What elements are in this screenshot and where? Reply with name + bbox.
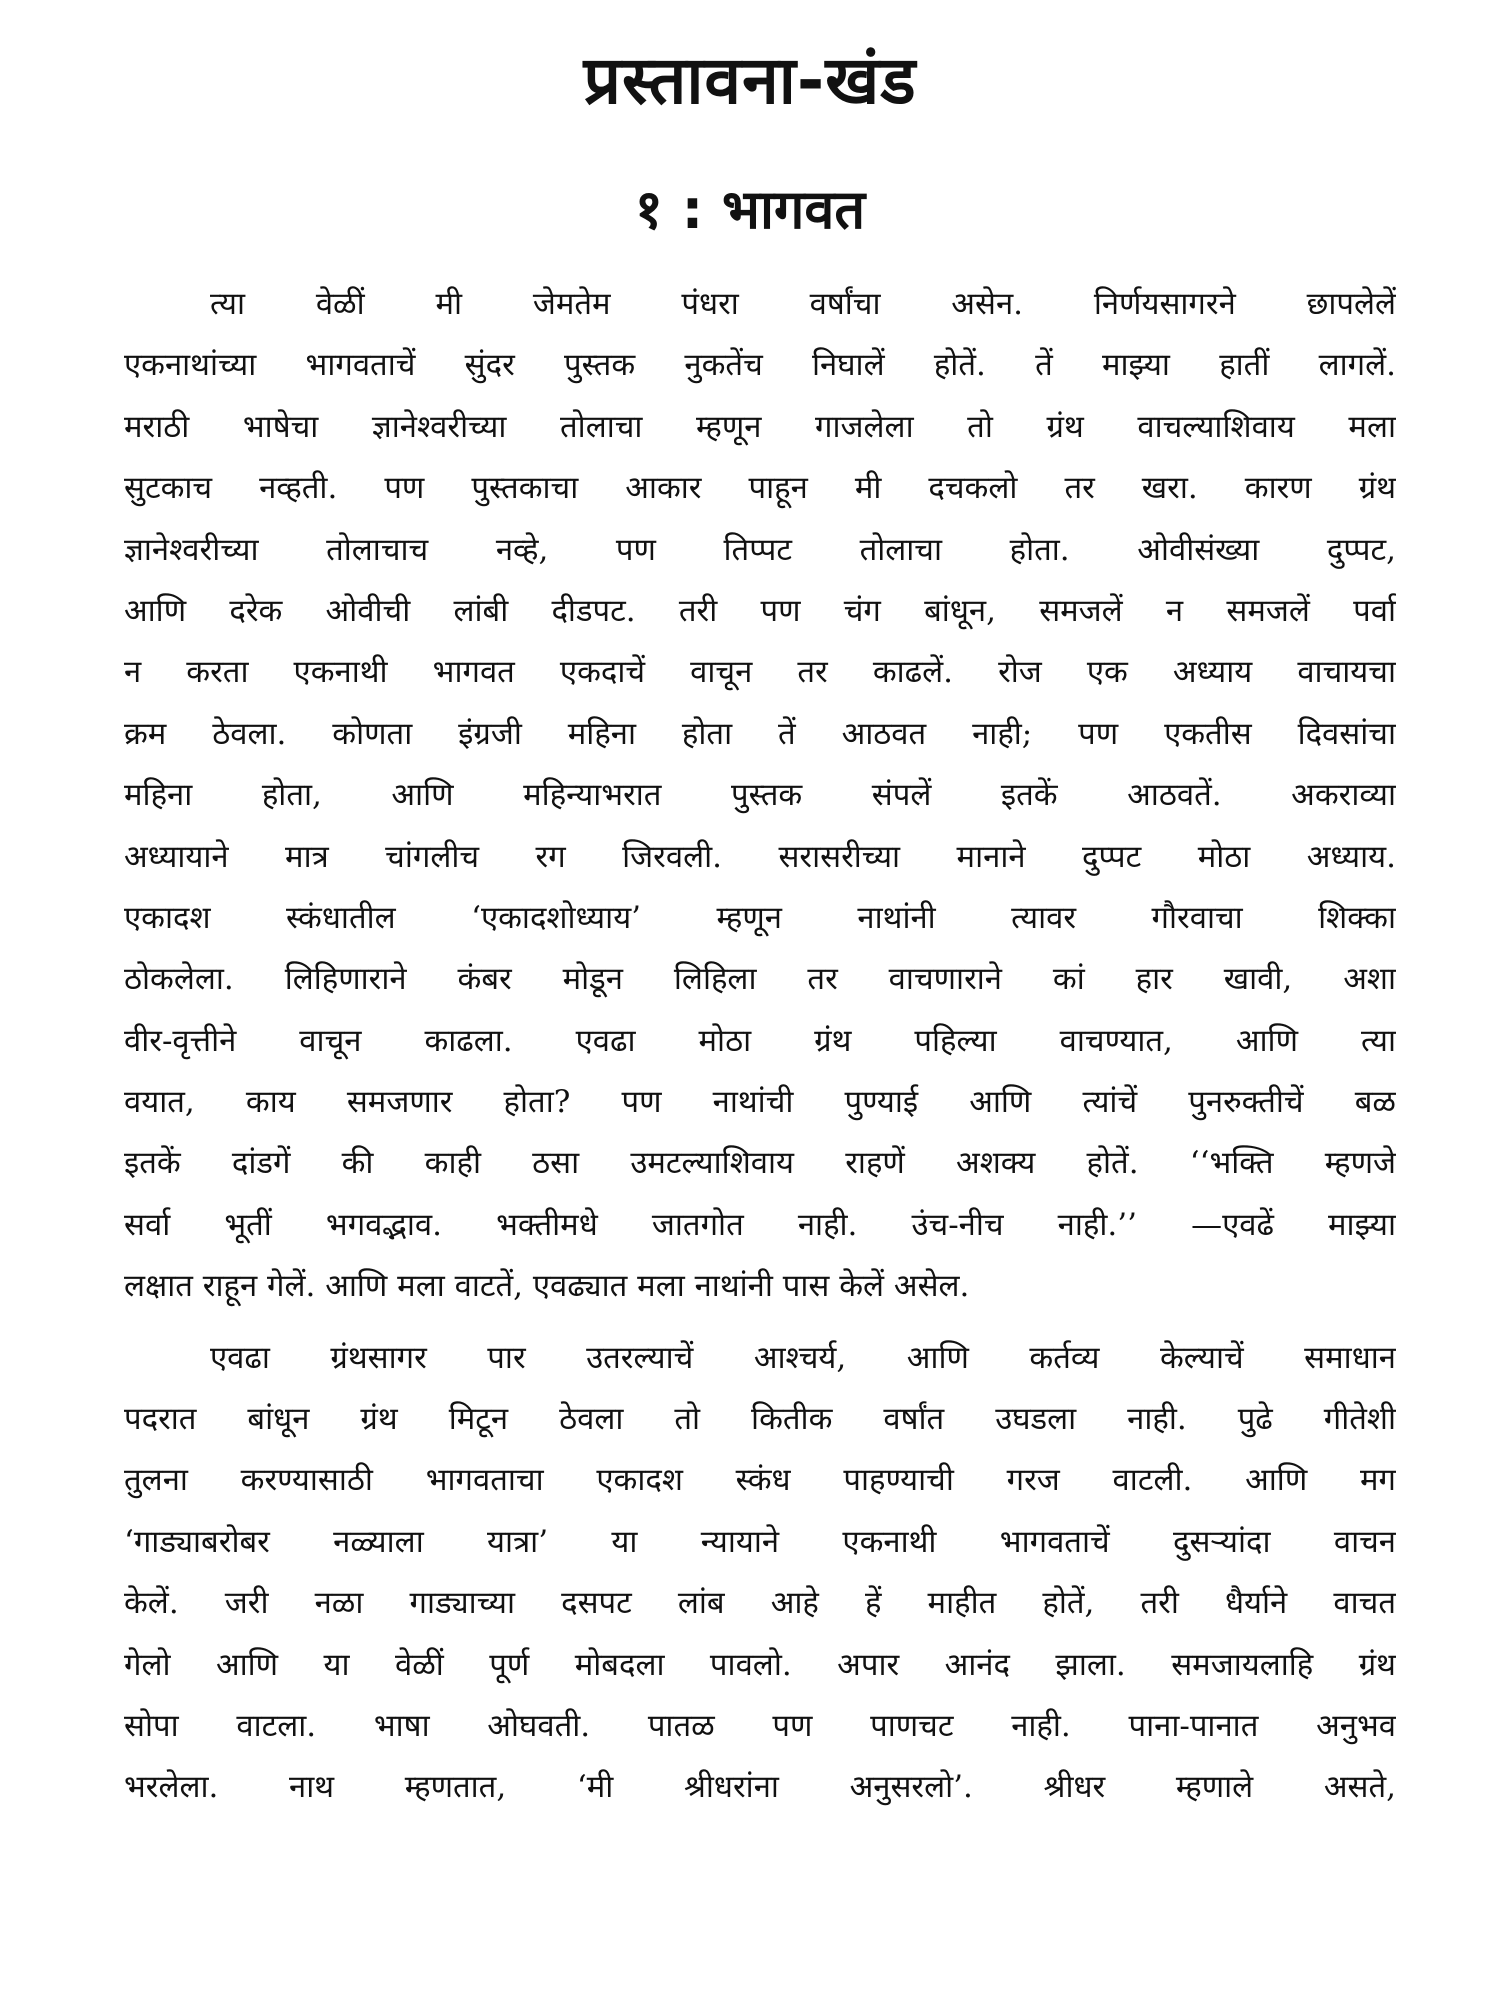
text-line: लक्षात राहून गेलें. आणि मला वाटतें, एवढ्यात मला नाथांनी पास केलें असेल. bbox=[124, 1268, 970, 1305]
text-line: महिना होता, आणि महिन्याभरात पुस्तक संपलें इतकें आठवतें. अकराव्या bbox=[124, 777, 1396, 814]
text-line: एकादश स्कंधातील ‘एकादशोध्याय’ म्हणून नाथांनी त्यावर गौरवाचा शिक्का bbox=[124, 899, 1396, 936]
text-line: क्रम ठेवला. कोणता इंग्रजी महिना होता तें आठवत नाही; पण एकतीस दिवसांचा bbox=[124, 715, 1396, 752]
text-line: तुलना करण्यासाठी भागवताचा एकादश स्कंध पाहण्याची गरज वाटली. आणि मग bbox=[124, 1462, 1396, 1499]
text-line: गेलो आणि या वेळीं पूर्ण मोबदला पावलो. अपार आनंद झाला. समजायलाहि ग्रंथ bbox=[124, 1646, 1396, 1683]
body-text bbox=[124, 274, 1396, 1819]
text-line: त्या वेळीं मी जेमतेम पंधरा वर्षांचा असेन. निर्णयसागरने छापलेलें bbox=[210, 286, 1396, 322]
text-line: सर्वा भूतीं भगवद्भाव. भक्तीमधे जातगोत नाही. उंच-नीच नाही.’’ —एवढें माझ्या bbox=[124, 1206, 1396, 1243]
text-line: भरलेला. नाथ म्हणतात, ‘मी श्रीधरांना अनुसरलो’. श्रीधर म्हणाले असते, bbox=[124, 1769, 1396, 1806]
paragraph-2 bbox=[124, 1328, 1396, 1819]
text-line: एकनाथांच्या भागवताचें सुंदर पुस्तक नुकतेंच निघालें होतें. तें माझ्या हातीं लागलें. bbox=[124, 347, 1396, 384]
text-line: आणि दरेक ओवीची लांबी दीडपट. तरी पण चंग बांधून, समजलें न समजलें पर्वा bbox=[124, 592, 1396, 629]
text-line: सोपा वाटला. भाषा ओघवती. पातळ पण पाणचट नाही. पाना-पानात अनुभव bbox=[124, 1707, 1396, 1744]
text-line: सुटकाच नव्हती. पण पुस्तकाचा आकार पाहून मी दचकलो तर खरा. कारण ग्रंथ bbox=[124, 470, 1396, 507]
text-line: न करता एकनाथी भागवत एकदाचें वाचून तर काढलें. रोज एक अध्याय वाचायचा bbox=[124, 654, 1396, 691]
text-line: वीर-वृत्तीने वाचून काढला. एवढा मोठा ग्रंथ पहिल्या वाचण्यात, आणि त्या bbox=[124, 1022, 1396, 1059]
text-line: वयात, काय समजणार होता? पण नाथांची पुण्याई आणि त्यांचें पुनरुक्तीचें बळ bbox=[124, 1084, 1396, 1121]
paragraph-1 bbox=[124, 274, 1396, 1318]
text-line: ‘गाड्याबरोबर नळ्याला यात्रा’ या न्यायाने एकनाथी भागवताचें दुसऱ्यांदा वाचन bbox=[124, 1523, 1396, 1560]
section-heading: प्रस्तावना-खंड bbox=[583, 42, 917, 119]
text-line: ठोकलेला. लिहिणाराने कंबर मोडून लिहिला तर वाचणाराने कां हार खावी, अशा bbox=[124, 961, 1396, 998]
text-line: अध्यायाने मात्र चांगलीच रग जिरवली. सरासरीच्या मानाने दुप्पट मोठा अध्याय. bbox=[124, 838, 1396, 875]
chapter-heading: १ : भागवत bbox=[634, 178, 866, 241]
text-line: पदरात बांधून ग्रंथ मिटून ठेवला तो कितीक वर्षांत उघडला नाही. पुढे गीतेशी bbox=[124, 1401, 1396, 1438]
text-line: मराठी भाषेचा ज्ञानेश्वरीच्या तोलाचा म्हणून गाजलेला तो ग्रंथ वाचल्याशिवाय मला bbox=[124, 408, 1396, 445]
text-line: इतकें दांडगें की काही ठसा उमटल्याशिवाय राहणें अशक्य होतें. ‘‘भक्ति म्हणजे bbox=[124, 1145, 1396, 1182]
text-line: एवढा ग्रंथसागर पार उतरल्याचें आश्चर्य, आणि कर्तव्य केल्याचें समाधान bbox=[210, 1339, 1396, 1376]
text-line: केलें. जरी नळा गाड्याच्या दसपट लांब आहे हें माहीत होतें, तरी धैर्याने वाचत bbox=[124, 1585, 1396, 1622]
text-line: ज्ञानेश्वरीच्या तोलाचाच नव्हे, पण तिप्पट तोलाचा होता. ओवीसंख्या दुप्पट, bbox=[124, 531, 1396, 568]
paragraph-gap bbox=[124, 1318, 1396, 1328]
